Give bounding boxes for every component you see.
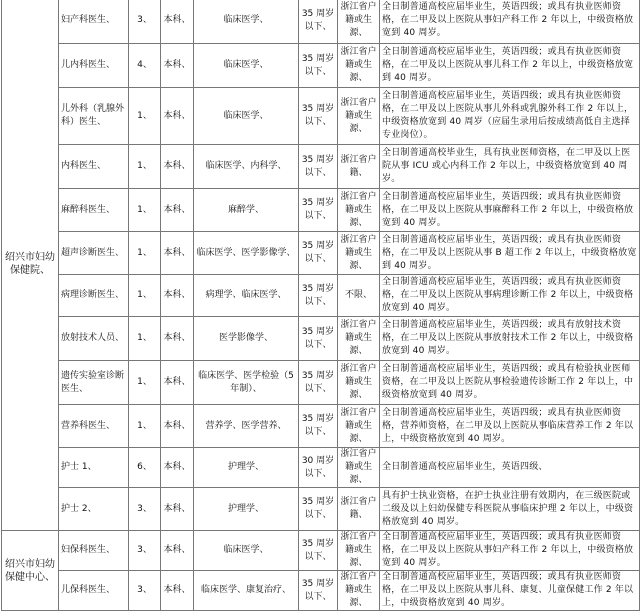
count-cell: 1、 — [129, 88, 161, 145]
requirement-cell: 全日制普通高校应届毕业生，英语四级；或具有执业医师资格，在二甲及以上医院从事儿科工作 2 年以上，中级资格放宽到 40 周岁。 — [380, 44, 640, 88]
age-cell: 35 周岁以下、 — [299, 317, 338, 361]
count-cell: 1、 — [129, 145, 161, 189]
education-cell: 本科、 — [161, 571, 194, 611]
age-cell: 35 周岁以下、 — [299, 145, 338, 189]
count-cell: 1、 — [129, 189, 161, 232]
major-cell: 临床医学、 — [194, 531, 299, 571]
table-row — [2, 405, 640, 448]
table-row — [2, 448, 640, 488]
age-cell: 35 周岁以下、 — [299, 189, 338, 232]
position-cell: 放射技术人员、 — [59, 317, 129, 361]
major-cell: 临床医学、 — [194, 88, 299, 145]
age-cell: 35 周岁以下、 — [299, 0, 338, 44]
count-cell: 3、 — [129, 0, 161, 44]
requirement-cell: 全日制普通高校应届毕业生，英语四级；或具有执业医师资格，在二甲及以上医院从事病理诊断工作 2 年以上，中级资格放宽到 40 周岁。 — [380, 275, 640, 317]
requirement-cell: 全日制普通高校应届毕业生，英语四级；或具有执业医师资格，在二甲及以上医院从事妇产科工作 2 年以上，中级资格放宽到 40 周岁。 — [380, 531, 640, 571]
count-cell: 1、 — [129, 275, 161, 317]
household-cell: 浙江省户籍或生源、 — [338, 531, 380, 571]
org-cell: 绍兴市妇幼保健院、 — [2, 0, 59, 531]
table-row — [2, 317, 640, 361]
household-cell: 浙江省户籍、 — [338, 145, 380, 189]
major-cell: 临床医学、医学影像学、 — [194, 232, 299, 275]
age-cell: 35 周岁以下、 — [299, 44, 338, 88]
table-row — [2, 88, 640, 145]
major-cell: 麻醉学、 — [194, 189, 299, 232]
major-cell: 临床医学、 — [194, 0, 299, 44]
household-cell: 浙江省户籍或生源、 — [338, 88, 380, 145]
count-cell: 3、 — [129, 531, 161, 571]
education-cell: 本科、 — [161, 145, 194, 189]
requirement-cell: 全日制普通高校应届毕业生，英语四级；或具有执业医师资格，营养师资格，在二甲及以上医院从事临床营养工作 2 年以上，中级资格放宽到 40 周岁。 — [380, 405, 640, 448]
position-cell: 儿外科（乳腺外科）医生、 — [59, 88, 129, 145]
household-cell: 浙江省户籍或生源、 — [338, 317, 380, 361]
recruitment-table — [1, 0, 640, 611]
requirement-cell: 全日制普通高校应届毕业生，英语四级；或具有执业医师资格，在二甲及以上医院从事麻醉科工作 2 年以上，中级资格放宽到 40 周岁。 — [380, 189, 640, 232]
major-cell: 病理学、临床医学、 — [194, 275, 299, 317]
household-cell: 浙江省户籍或生源、 — [338, 448, 380, 488]
count-cell: 3、 — [129, 571, 161, 611]
education-cell: 本科、 — [161, 405, 194, 448]
count-cell: 4、 — [129, 44, 161, 88]
count-cell: 1、 — [129, 317, 161, 361]
position-cell: 超声诊断医生、 — [59, 232, 129, 275]
education-cell: 本科、 — [161, 189, 194, 232]
education-cell: 本科、 — [161, 448, 194, 488]
age-cell: 35 周岁以下、 — [299, 361, 338, 405]
household-cell: 不限、 — [338, 275, 380, 317]
household-cell: 浙江省户籍或生源、 — [338, 361, 380, 405]
requirement-cell: 全日制普通高校毕业生，具有执业医师资格，在二甲及以上医院从事 ICU 或心内科工作 2 年以上，中级资格放宽到 40 周岁。 — [380, 145, 640, 189]
count-cell: 6、 — [129, 448, 161, 488]
requirement-cell: 全日制普通高校应届毕业生，英语四级；或具有放射技术资格，在二甲及以上医院从事放射技术工作 2 年以上，中级资格放宽到 40 周岁。 — [380, 317, 640, 361]
household-cell: 浙江省户籍或生源、 — [338, 571, 380, 611]
position-cell: 儿内科医生、 — [59, 44, 129, 88]
age-cell: 35 周岁以下、 — [299, 488, 338, 531]
org-cell: 绍兴市妇幼保健中心、 — [2, 531, 59, 611]
age-cell: 35 周岁以下、 — [299, 531, 338, 571]
position-cell: 护士 1、 — [59, 448, 129, 488]
position-cell: 内科医生、 — [59, 145, 129, 189]
education-cell: 本科、 — [161, 488, 194, 531]
major-cell: 护理学、 — [194, 488, 299, 531]
requirement-cell: 具有护士执业资格，在护士执业注册有效期内，在三级医院或二级及以上妇幼保健专科医院从事临床护理 2 年以上，中级资格放宽到 40 周岁。 — [380, 488, 640, 531]
table-row — [2, 189, 640, 232]
position-cell: 妇保科医生、 — [59, 531, 129, 571]
position-cell: 营养科医生、 — [59, 405, 129, 448]
education-cell: 本科、 — [161, 0, 194, 44]
requirement-cell: 全日制普通高校应届毕业生，英语四级；或具有执业医师资格，在二甲及以上医院从事 B 超工作 2 年以上，中级资格放宽到 40 周岁。 — [380, 232, 640, 275]
table-row — [2, 232, 640, 275]
age-cell: 35 周岁以下、 — [299, 88, 338, 145]
age-cell: 35 周岁以下、 — [299, 232, 338, 275]
major-cell: 临床医学、 — [194, 44, 299, 88]
position-cell: 遗传实验室诊断医生、 — [59, 361, 129, 405]
education-cell: 本科、 — [161, 232, 194, 275]
age-cell: 35 周岁以下、 — [299, 571, 338, 611]
age-cell: 35 周岁以下、 — [299, 275, 338, 317]
household-cell: 浙江省户籍、 — [338, 488, 380, 531]
household-cell: 浙江省户籍或生源、 — [338, 232, 380, 275]
household-cell: 浙江省户籍或生源、 — [338, 405, 380, 448]
requirement-cell: 全日制普通高校应届毕业生，英语四级；或具有执业医师资格，在二甲及以上医院从事儿科、康复、儿童保健工作 2 年以上，中级资格放宽到 40 周岁。 — [380, 571, 640, 611]
position-cell: 麻醉科医生、 — [59, 189, 129, 232]
requirement-cell: 全日制普通高校应届毕业生，英语四级；或具有检验执业医师资格，在二甲及以上医院从事检验遗传诊断工作 2 年以上，中级资格放宽到 40 周岁。 — [380, 361, 640, 405]
age-cell: 35 周岁以下、 — [299, 405, 338, 448]
table-row — [2, 145, 640, 189]
position-cell: 妇产科医生、 — [59, 0, 129, 44]
major-cell: 营养学、医学营养、 — [194, 405, 299, 448]
major-cell: 医学影像学、 — [194, 317, 299, 361]
education-cell: 本科、 — [161, 88, 194, 145]
table-row — [2, 361, 640, 405]
major-cell: 临床医学、内科学、 — [194, 145, 299, 189]
requirement-cell: 全日制普通高校应届毕业生，英语四级；或具有执业医师资格，在二甲及以上医院从事儿外科或乳腺外科工作 2 年以上，中级资格放宽到 40 周岁（应届生录用后按成绩高低自主选择专业岗位）。 — [380, 88, 640, 145]
education-cell: 本科、 — [161, 317, 194, 361]
household-cell: 浙江省户籍或生源、 — [338, 44, 380, 88]
count-cell: 1、 — [129, 361, 161, 405]
age-cell: 30 周岁以下、 — [299, 448, 338, 488]
education-cell: 本科、 — [161, 531, 194, 571]
household-cell: 浙江省户籍或生源、 — [338, 189, 380, 232]
education-cell: 本科、 — [161, 361, 194, 405]
count-cell: 3、 — [129, 488, 161, 531]
count-cell: 1、 — [129, 232, 161, 275]
major-cell: 临床医学、医学检验（5 年制）、 — [194, 361, 299, 405]
position-cell: 病理诊断医生、 — [59, 275, 129, 317]
major-cell: 临床医学、康复治疗、 — [194, 571, 299, 611]
table-row — [2, 44, 640, 88]
table-row — [2, 571, 640, 611]
education-cell: 本科、 — [161, 275, 194, 317]
requirement-cell: 全日制普通高校应届毕业生，英语四级、 — [380, 448, 640, 488]
position-cell: 护士 2、 — [59, 488, 129, 531]
position-cell: 儿保科医生、 — [59, 571, 129, 611]
table-row — [2, 275, 640, 317]
major-cell: 护理学、 — [194, 448, 299, 488]
table-row — [2, 488, 640, 531]
requirement-cell: 全日制普通高校应届毕业生，英语四级；或具有执业医师资格，在二甲及以上医院从事妇产科工作 2 年以上，中级资格放宽到 40 周岁。 — [380, 0, 640, 44]
table-row — [2, 0, 640, 44]
education-cell: 本科、 — [161, 44, 194, 88]
household-cell: 浙江省户籍或生源、 — [338, 0, 380, 44]
table-row — [2, 531, 640, 571]
count-cell: 1、 — [129, 405, 161, 448]
